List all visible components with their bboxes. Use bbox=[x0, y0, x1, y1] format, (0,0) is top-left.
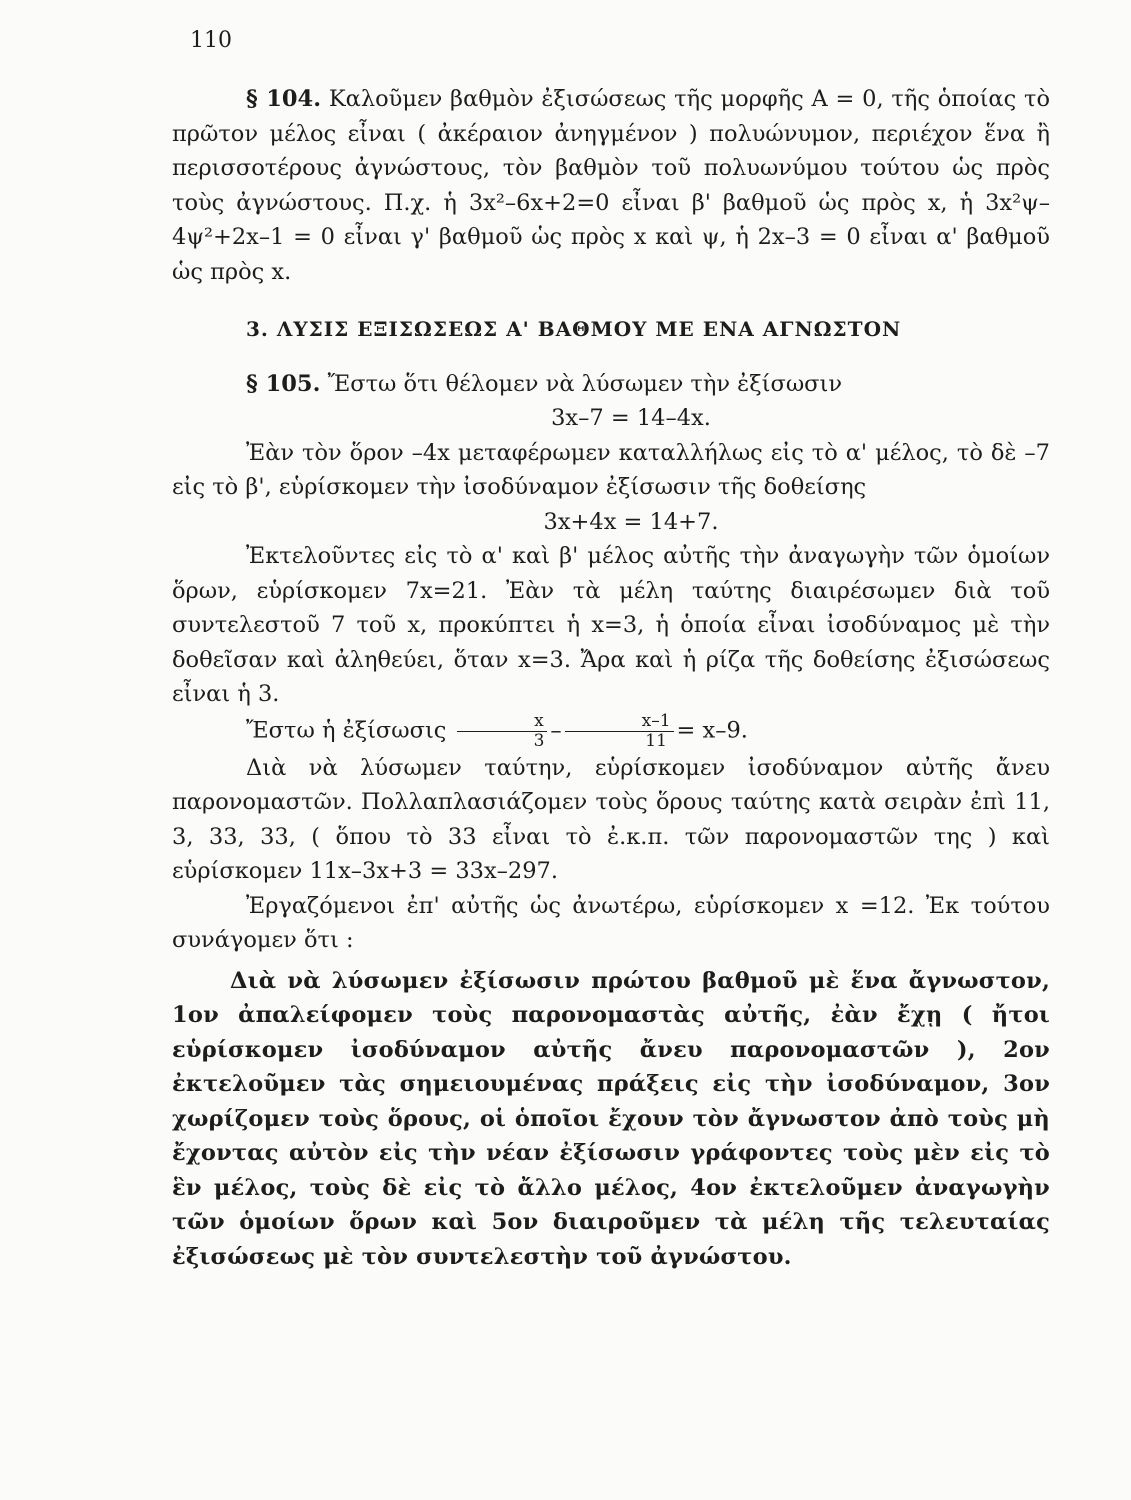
page-number: 110 bbox=[190, 28, 232, 53]
equation-3-minus: – bbox=[550, 717, 562, 743]
section-104-label: § 104. bbox=[246, 86, 322, 112]
paragraph-conclusion: Ἐργαζόμενοι ἐπ' αὐτῆς ὡς ἀνωτέρω, εὑρίσκομεν x =12. Ἐκ τούτου συνάγομεν ὅτι : bbox=[172, 892, 1050, 953]
section-104 bbox=[172, 82, 1050, 289]
fraction-1-denominator: 3 bbox=[533, 730, 545, 751]
section-105-label: § 105. bbox=[246, 370, 321, 397]
equation-2: 3x+4x = 14+7. bbox=[543, 508, 719, 535]
equation-3-suffix: = x–9. bbox=[676, 717, 748, 743]
section-105-intro-text: Ἔστω ὅτι θέλομεν νὰ λύσωμεν τὴν ἐξίσωσιν bbox=[327, 370, 843, 397]
paragraph-transfer-terms: Ἐὰν τὸν ὅρον –4x μεταφέρωμεν καταλλήλως εἰς τὸ α' μέλος, τὸ δὲ –7 εἰς τὸ β', εὑρίσκομεν τὴν ἰσοδύναμον ἐξίσωσιν τῆς δοθείσης bbox=[172, 439, 1050, 500]
fraction-x-minus-1-over-11 bbox=[565, 712, 674, 751]
page-content bbox=[172, 82, 1050, 1297]
section-heading: 3. ΛΥΣΙΣ ΕΞΙΣΩΣΕΩΣ Α' ΒΑΘΜΟΥ ΜΕ ΕΝΑ ΑΓΝΩΣΤΟΝ bbox=[246, 317, 902, 341]
solution-rule: Διὰ νὰ λύσωμεν ἐξίσωσιν πρώτου βαθμοῦ μὲ ἕνα ἄγνωστον, 1ον ἀπαλείφομεν τοὺς παρονομαστὰς αὐτῆς, ἐὰν ἔχῃ ( ἤτοι εὑρίσκομεν ἰσοδύναμον αὐτῆς ἄνευ παρονομαστῶν ), 2ον ἐκτελοῦμεν τὰς σημειουμένας πράξεις εἰς τὴν ἰσοδύναμον, 3ον χωρίζομεν τοὺς ὅρους, οἱ ὁποῖοι ἔχουν τὸν ἄγνωστον ἀπὸ τοὺς μὴ ἔχοντας αὐτὸν εἰς τὴν νέαν ἐξίσωσιν γράφοντες τοὺς μὲν εἰς τὸ ἓν μέλος, τοὺς δὲ εἰς τὸ ἄλλο μέλος, 4ον ἐκτελοῦμεν ἀναγωγὴν τῶν ὁμοίων ὅρων καὶ 5ον διαιροῦμεν τὰ μέλη τῆς τελευταίας ἐξισώσεως μὲ τὸν συντελεστὴν τοῦ ἀγνώστου. bbox=[172, 967, 1050, 1270]
fraction-2-numerator: x–1 bbox=[565, 712, 674, 732]
fraction-x-over-3 bbox=[457, 712, 548, 751]
paragraph-reduction: Ἐκτελοῦντες εἰς τὸ α' καὶ β' μέλος αὐτῆς τὴν ἀναγωγὴν τῶν ὁμοίων ὅρων, εὑρίσκομεν 7x=21. Ἐὰν τὰ μέλη ταύτης διαιρέσωμεν διὰ τοῦ συντελεστοῦ 7 τοῦ x, προκύπτει ἡ x=3, ἡ ὁποία εἶναι ἰσοδύναμος μὲ τὴν δοθεῖσαν καὶ ἀληθεύει, ὅταν x=3. Ἄρα καὶ ἡ ρίζα τῆς δοθείσης ἐξισώσεως εἶναι ἡ 3. bbox=[172, 543, 1050, 707]
paragraph-denominators: Διὰ νὰ λύσωμεν ταύτην, εὑρίσκομεν ἰσοδύναμον αὐτῆς ἄνευ παρονομαστῶν. Πολλαπλασιάζομεν τοὺς ὅρους ταύτης κατὰ σειρὰν ἐπὶ 11, 3, 33, 33, ( ὅπου τὸ 33 εἶναι τὸ ἐ.κ.π. τῶν παρονομαστῶν της ) καὶ εὑρίσκομεν 11x–3x+3 = 33x–297. bbox=[172, 754, 1050, 884]
section-104-text: Καλοῦμεν βαθμὸν ἐξισώσεως τῆς μορφῆς Α = 0, τῆς ὁποίας τὸ πρῶτον μέλος εἶναι ( ἀκέραιον ἀνηγμένον ) πολυώνυμον, περιέχον ἕνα ἢ περισσοτέρους ἀγνώστους, τὸν βαθμὸν τοῦ πολυωνύμου τούτου ὡς πρὸς τοὺς ἀγνώστους. Π.χ. ἡ 3x²–6x+2=0 εἶναι β' βαθμοῦ ὡς πρὸς x, ἡ 3x²ψ–4ψ²+2x–1 = 0 εἶναι γ' βαθμοῦ ὡς πρὸς x καὶ ψ, ἡ 2x–3 = 0 εἶναι α' βαθμοῦ ὡς πρὸς x. bbox=[172, 86, 1050, 285]
equation-3-prefix: Ἔστω ἡ ἐξίσωσις bbox=[246, 717, 447, 743]
fraction-2-denominator: 11 bbox=[645, 730, 667, 751]
equation-1: 3x–7 = 14–4x. bbox=[551, 405, 711, 431]
section-105-intro bbox=[172, 367, 1050, 402]
equation-3 bbox=[172, 712, 1050, 751]
fraction-1-numerator: x bbox=[457, 712, 548, 732]
